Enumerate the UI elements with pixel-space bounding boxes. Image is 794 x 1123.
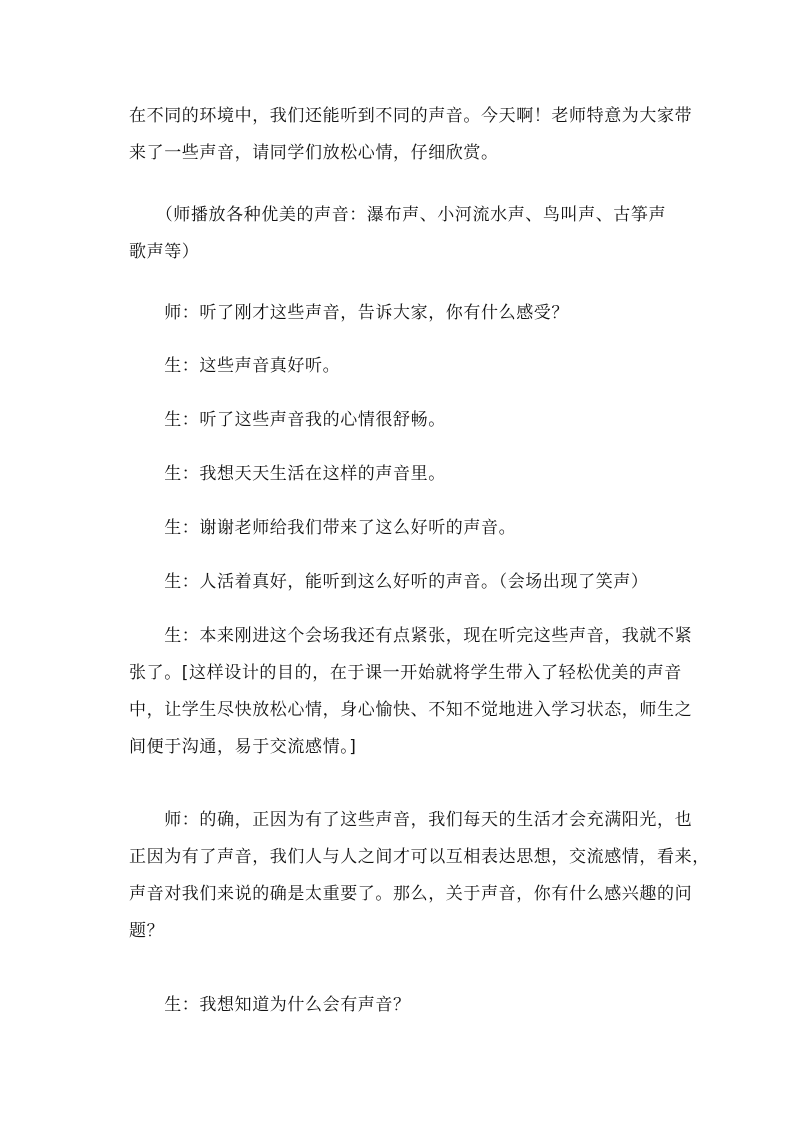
paragraph-student-answer <box>129 348 725 385</box>
text-line: 师：听了刚才这些声音，告诉大家，你有什么感受？ <box>129 303 569 323</box>
text-line: 师：的确，正因为有了这些声音，我们每天的生活才会充满阳光，也 <box>129 810 693 830</box>
paragraph-student-answer <box>129 564 725 601</box>
text-line: 张了。[这样设计的目的，在于课一开始就将学生带入了轻松优美的声音 <box>129 663 682 683</box>
text-line: 间便于沟通，易于交流感情。] <box>129 737 357 757</box>
paragraph-teacher-statement <box>129 802 725 950</box>
text-line: 生：本来刚进这个会场我还有点紧张，现在听完这些声音，我就不紧 <box>129 626 693 646</box>
text-line: 在不同的环境中，我们还能听到不同的声音。今天啊！老师特意为大家带 <box>129 106 693 126</box>
text-line: 题？ <box>129 921 165 941</box>
text-line: 声音对我们来说的确是太重要了。那么，关于声音，你有什么感兴趣的问 <box>129 884 693 904</box>
paragraph-student-answer <box>129 402 725 439</box>
text-line: 生：听了这些声音我的心情很舒畅。 <box>129 410 446 430</box>
text-line: 生：这些声音真好听。 <box>129 356 341 376</box>
paragraph-student-answer-with-note <box>129 618 725 766</box>
paragraph-student-question <box>129 987 725 1024</box>
text-line: 生：我想天天生活在这样的声音里。 <box>129 464 446 484</box>
paragraph-intro <box>129 98 725 172</box>
text-line: （师播放各种优美的声音：瀑布声、小河流水声、鸟叫声、古筝声 <box>129 205 667 225</box>
paragraph-stage-direction <box>129 197 725 271</box>
text-line: 歌声等） <box>129 242 200 262</box>
text-line: 来了一些声音，请同学们放松心情，仔细欣赏。 <box>129 143 499 163</box>
text-line: 中，让学生尽快放松心情，身心愉快、不知不觉地进入学习状态，师生之 <box>129 700 693 720</box>
text-line: 正因为有了声音，我们人与人之间才可以互相表达思想，交流感情，看来， <box>129 847 710 867</box>
paragraph-student-answer <box>129 510 725 547</box>
text-line: 生：谢谢老师给我们带来了这么好听的声音。 <box>129 518 517 538</box>
text-line: 生：我想知道为什么会有声音？ <box>129 995 411 1015</box>
paragraph-teacher-question <box>129 295 725 332</box>
text-line: 生：人活着真好，能听到这么好听的声音。（会场出现了笑声） <box>129 572 649 592</box>
paragraph-student-answer <box>129 456 725 493</box>
